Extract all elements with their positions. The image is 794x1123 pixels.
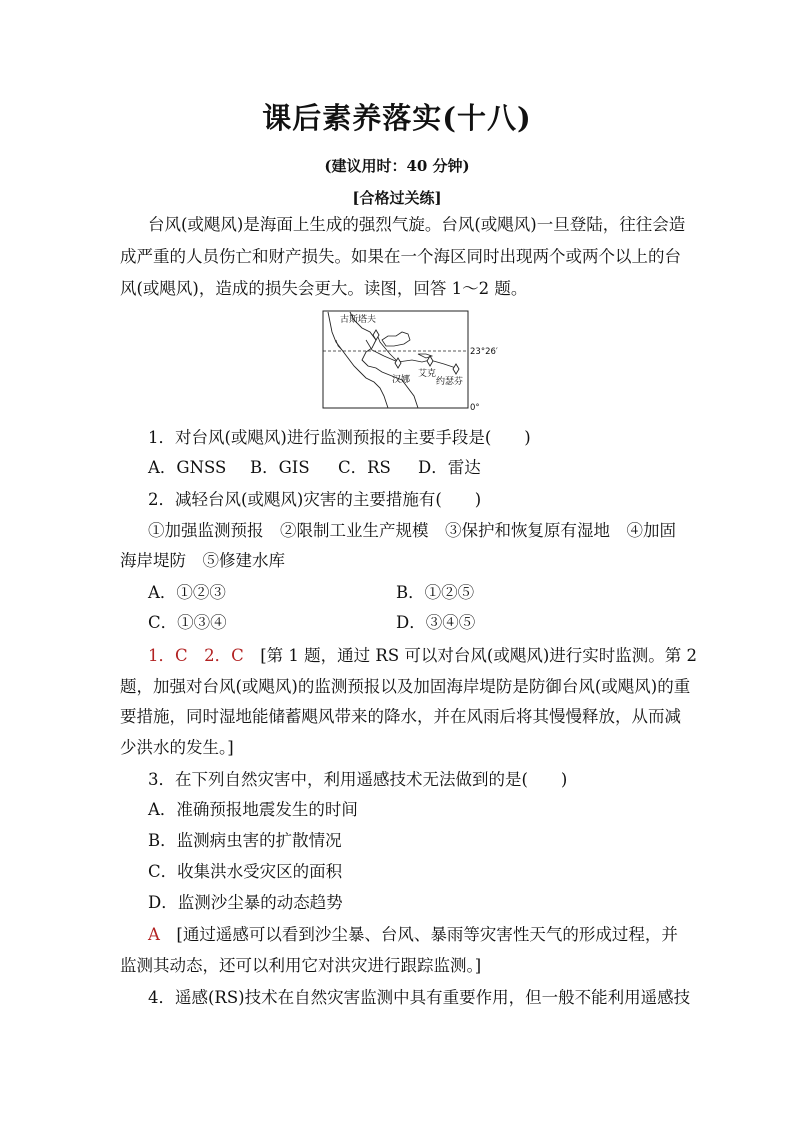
q3-option-c: C．收集洪水受灾区的面积: [148, 862, 343, 881]
q3-stem: 3．在下列自然灾害中，利用遥感技术无法做到的是( ): [148, 770, 568, 789]
q1-option-c: C．RS: [338, 458, 391, 477]
intro-line-3: 风(或飓风)，造成的损失会更大。读图，回答 1～2 题。: [120, 279, 528, 298]
ike-label: 艾克: [418, 369, 437, 379]
q2-stem: 2．减轻台风(或飓风)灾害的主要措施有( ): [148, 490, 482, 509]
duration-note: (建议用时：40 分钟): [324, 157, 470, 175]
answer-1-2: [148, 646, 697, 666]
q2-option-d: D．③④⑤: [396, 613, 476, 632]
q3-option-d: D．监测沙尘暴的动态趋势: [148, 893, 343, 912]
page-title: 课后素养落实(十八): [262, 101, 532, 135]
q1-option-d: D．雷达: [418, 458, 481, 477]
q3-option-a: A．准确预报地震发生的时间: [148, 800, 358, 819]
answer-explanation-line-3: 要措施，同时湿地能储蓄飓风带来的降水，并在风雨后将其慢慢释放，从而减: [120, 707, 681, 726]
intro-line-2: 成严重的人员伤亡和财产损失。如果在一个海区同时出现两个或两个以上的台: [120, 247, 681, 266]
q2-option-c: C．①③④: [148, 613, 227, 632]
answer-3-key: A: [148, 925, 160, 944]
intro-line-1: 台风(或飓风)是海面上生成的强烈气旋。台风(或飓风)一旦登陆，往往会造: [148, 215, 686, 234]
answer-3: [148, 925, 678, 945]
answer-3-line-2: 监测其动态，还可以利用它对洪灾进行跟踪监测。]: [120, 956, 482, 975]
q2-option-b: B．①②⑤: [396, 583, 475, 602]
josephine-label: 约瑟芬: [436, 377, 464, 387]
tropic-label: 23°26′: [470, 347, 498, 357]
answer-explanation-line-1: [第 1 题，通过 RS 可以对台风(或飓风)进行实时监测。第 2: [243, 646, 698, 665]
q2-choices-line-2: 海岸堤防 ⑤修建水库: [120, 551, 285, 570]
hanna-label: 汉娜: [392, 375, 411, 385]
section-heading: [合格过关练]: [352, 189, 442, 207]
q1-stem: 1．对台风(或飓风)进行监测预报的主要手段是( ): [148, 428, 531, 447]
q2-option-a: A．①②③: [148, 583, 226, 602]
equator-label: 0°: [470, 403, 480, 413]
answer-key: 1．C 2．C: [148, 646, 244, 665]
answer-explanation-line-4: 少洪水的发生。]: [120, 738, 234, 757]
hurricane-map: [322, 310, 498, 413]
answer-explanation-line-2: 题，加强对台风(或飓风)的监测预报以及加固海岸堤防是防御台风(或飓风)的重: [120, 677, 691, 696]
gustav-label: 古斯塔夫: [340, 315, 377, 325]
answer-3-line-1: [通过遥感可以看到沙尘暴、台风、暴雨等灾害性天气的形成过程，并: [159, 925, 678, 944]
q2-choices-line-1: ①加强监测预报 ②限制工业生产规模 ③保护和恢复原有湿地 ④加固: [148, 521, 676, 540]
q4-stem: 4．遥感(RS)技术在自然灾害监测中具有重要作用，但一般不能利用遥感技: [148, 988, 691, 1007]
q1-option-b: B．GIS: [250, 458, 310, 477]
q3-option-b: B．监测病虫害的扩散情况: [148, 831, 342, 850]
q1-option-a: A．GNSS: [148, 458, 227, 477]
